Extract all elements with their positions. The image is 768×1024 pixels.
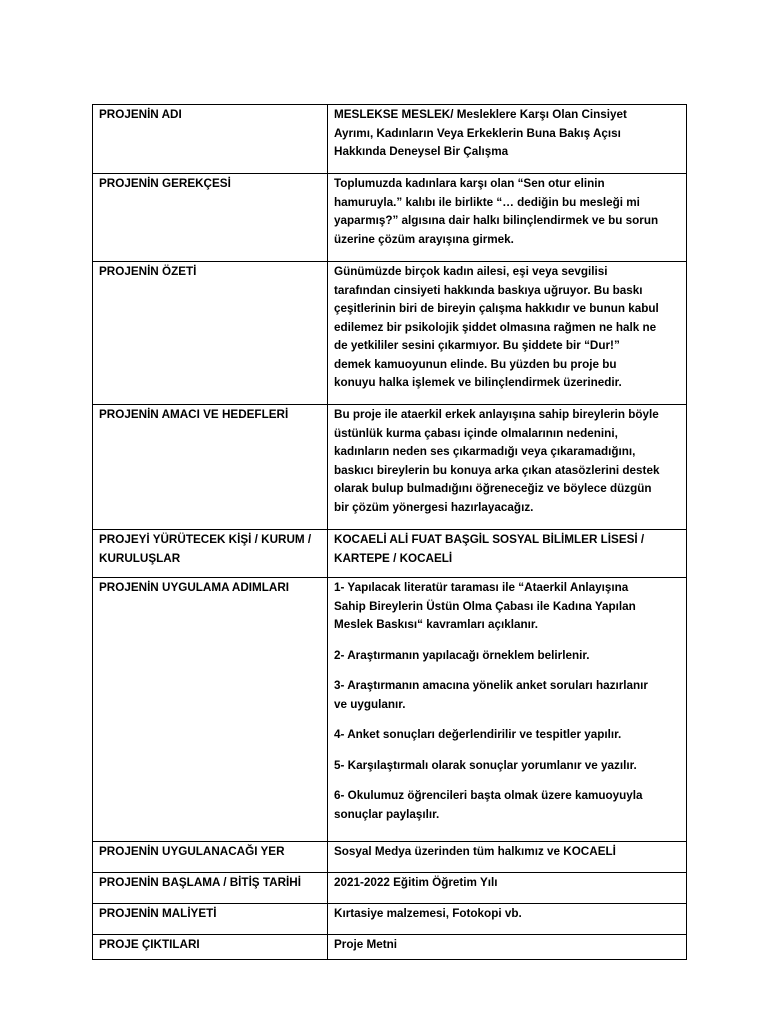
row-project-name: [93, 105, 687, 174]
step-item: [334, 787, 681, 824]
step-line: 3- Araştırmanın amacına yönelik anket soruları hazırlanır: [334, 679, 648, 692]
value-cell: [328, 578, 687, 842]
value-line: baskıcı bireylerin bu konuya arka çıkan atasözlerini destek: [334, 463, 660, 477]
value-cell: [328, 405, 687, 530]
step-line: sonuçlar paylaşılır.: [334, 807, 440, 821]
project-info-table: [92, 104, 687, 960]
value-line: kadınların neden ses çıkarmadığı veya çıkaramadığını,: [334, 445, 636, 458]
value-cell: [328, 904, 687, 935]
step-line: 6- Okulumuz öğrencileri başta olmak üzere kamuoyuyla: [334, 789, 643, 802]
value-line: Ayrımı, Kadınların Veya Erkeklerin Buna Bakış Açısı: [334, 126, 621, 140]
step-item: [334, 579, 681, 635]
value-line: hamuruyla.” kalıbı ile birlikte “… dediğin bu mesleği mi: [334, 195, 640, 209]
value-line: olarak bulup bulmadığını öğreneceğiz ve böylece düzgün: [334, 482, 652, 495]
value-line: Günümüzde birçok kadın ailesi, eşi veya sevgilisi: [334, 265, 608, 278]
value-line: Sosyal Medya üzerinden tüm halkımız ve KOCAELİ: [334, 845, 616, 858]
step-line: 2- Araştırmanın yapılacağı örneklem belirlenir.: [334, 648, 590, 662]
row-label: PROJENİN GEREKÇESİ: [99, 177, 231, 190]
row-label: KURULUŞLAR: [99, 551, 181, 565]
row-project-rationale: [93, 174, 687, 262]
value-line: MESLEKSE MESLEK/ Mesleklere Karşı Olan Cinsiyet: [334, 108, 627, 121]
step-line: Meslek Baskısı“ kavramları açıklanır.: [334, 618, 539, 631]
row-label: PROJENİN ÖZETİ: [99, 265, 197, 278]
value-cell: [328, 530, 687, 578]
row-label: PROJENİN AMACI VE HEDEFLERİ: [99, 408, 289, 421]
row-project-cost: [93, 904, 687, 935]
value-line: Toplumuzda kadınlara karşı olan “Sen otur elinin: [334, 177, 605, 190]
step-line: 4- Anket sonuçları değerlendirilir ve tespitler yapılır.: [334, 728, 622, 741]
value-line: üstünlük kurma çabası içinde olmalarının nedenini,: [334, 426, 618, 440]
value-cell: [328, 105, 687, 174]
value-line: KOCAELİ ALİ FUAT BAŞGİL SOSYAL BİLİMLER LİSESİ /: [334, 533, 645, 546]
label-cell: [93, 530, 328, 578]
step-line: 5- Karşılaştırmalı olarak sonuçlar yorumlanır ve yazılır.: [334, 758, 637, 772]
value-line: üzerine çözüm arayışına girmek.: [334, 232, 514, 246]
row-label: PROJENİN ADI: [99, 108, 182, 121]
row-label: PROJENİN MALİYETİ: [99, 907, 217, 920]
label-cell: [93, 405, 328, 530]
row-label: PROJENİN UYGULAMA ADIMLARI: [99, 581, 290, 594]
step-line: Sahip Bireylerin Üstün Olma Çabası ile Kadına Yapılan: [334, 599, 636, 613]
label-cell: [93, 873, 328, 904]
step-item: [334, 757, 681, 776]
value-cell: [328, 262, 687, 405]
value-line: yaparmış?” algısına dair halkı bilinçlendirmek ve bu sorun: [334, 214, 659, 227]
label-cell: [93, 842, 328, 873]
row-project-goals: [93, 405, 687, 530]
value-line: KARTEPE / KOCAELİ: [334, 551, 453, 565]
value-cell: [328, 873, 687, 904]
step-line: 1- Yapılacak literatür taraması ile “Ataerkil Anlayışına: [334, 581, 629, 594]
label-cell: [93, 935, 328, 960]
value-line: konuyu halka işlemek ve bilinçlendirmek üzerinedir.: [334, 376, 622, 389]
value-line: Kırtasiye malzemesi, Fotokopi vb.: [334, 907, 522, 920]
value-line: demek kamuoyunun elinde. Bu yüzden bu proje bu: [334, 357, 617, 371]
label-cell: [93, 105, 328, 174]
value-line: bir çözüm yönergesi hazırlayacağız.: [334, 500, 534, 514]
value-cell: [328, 842, 687, 873]
row-label: PROJE ÇIKTILARI: [99, 938, 200, 951]
label-cell: [93, 578, 328, 842]
value-cell: [328, 935, 687, 960]
row-project-steps: [93, 578, 687, 842]
step-line: ve uygulanır.: [334, 697, 406, 711]
row-project-location: [93, 842, 687, 873]
row-label: PROJENİN BAŞLAMA / BİTİŞ TARİHİ: [99, 876, 301, 889]
row-project-executors: [93, 530, 687, 578]
label-cell: [93, 262, 328, 405]
value-line: 2021-2022 Eğitim Öğretim Yılı: [334, 876, 498, 889]
step-item: [334, 726, 681, 745]
label-cell: [93, 904, 328, 935]
value-line: çeşitlerinin biri de bireyin çalışma hakkıdır ve bunun kabul: [334, 302, 659, 315]
row-label: PROJENİN UYGULANACAĞI YER: [99, 845, 285, 858]
value-line: Bu proje ile ataerkil erkek anlayışına sahip bireylerin böyle: [334, 408, 659, 421]
value-line: Proje Metni: [334, 938, 397, 951]
row-project-outputs: [93, 935, 687, 960]
row-project-dates: [93, 873, 687, 904]
value-line: edilemez bir psikolojik şiddet olmasına rağmen ne halk ne: [334, 320, 657, 334]
value-line: tarafından cinsiyeti hakkında baskıya uğruyor. Bu baskı: [334, 283, 643, 297]
step-item: [334, 647, 681, 666]
step-item: [334, 677, 681, 714]
value-line: Hakkında Deneysel Bir Çalışma: [334, 145, 509, 158]
label-cell: [93, 174, 328, 262]
row-project-summary: [93, 262, 687, 405]
value-line: de yetkililer sesini çıkarmıyor. Bu şiddete bir “Dur!”: [334, 339, 620, 352]
value-cell: [328, 174, 687, 262]
row-label: PROJEYİ YÜRÜTECEK KİŞİ / KURUM /: [99, 533, 312, 546]
